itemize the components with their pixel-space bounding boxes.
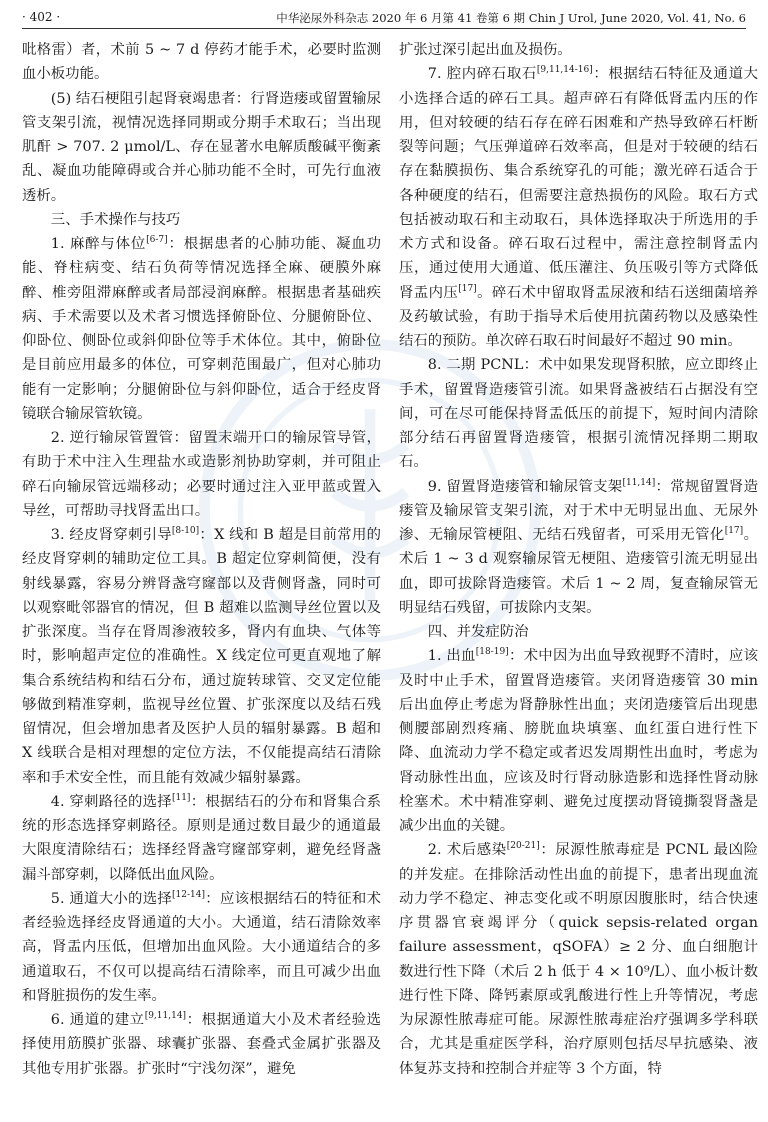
citation-ref: [8-10] <box>171 526 200 537</box>
paragraph-text: ：根据通道大小及术者经验选择使用筋膜扩张器、球囊扩张器、套叠式金属扩张器及其他专用扩张器。扩张时“宁浅勿深”，避免 <box>22 1012 381 1077</box>
paragraph <box>22 790 381 887</box>
paragraph-text: ：应该根据结石的特征和术者经验选择经皮肾通道的大小。大通道，结石清除效率高，肾盂内压低，但增加出血风险。大小通道结合的多通道取石，不仅可以提高结石清除率，而且可减少出血和肾脏损伤的发生率。 <box>22 890 381 1004</box>
paragraph-text: 2. 逆行输尿管置管：留置末端开口的输尿管导管，有助于术中注入生理盐水或造影剂协助穿刺，并可阻止碎石向输尿管远端移动；必要时通过注入亚甲蓝或置入导丝，可帮助寻找肾盂出口。 <box>22 430 381 519</box>
paragraph-text: ：X 线和 B 超是目前常用的经皮肾穿刺的辅助定位工具。B 超定位穿刺简便，没有射线暴露，容易分辨肾盏穹窿部以及背侧肾盏，同时可以观察毗邻器官的情况，但 B 超难以监测导丝位置以及扩张深度。当存在肾周渗液较多，肾内有血块、气体等时，影响超声定位的准确性。X 线定位可更直观地了解集合系统结构和结石分布，通过旋转球管、交叉定位能够做到精准穿刺，监视导丝位置、扩张深度以及结石残留情况，但会增加患者及医护人员的辐射暴露。B 超和 X 线联合是相对理想的定位方法，不仅能提高结石清除率和手术安全性，而且能有效减少辐射暴露。 <box>22 527 381 786</box>
paragraph-text: 3. 经皮肾穿刺引导 <box>50 527 172 543</box>
paragraph-text: 四、并发症防治 <box>427 624 529 640</box>
paragraph-text: 1. 麻醉与体位 <box>50 236 147 252</box>
paragraph <box>22 1008 381 1081</box>
paragraph-text: ：根据患者的心肺功能、凝血功能、脊柱病变、结石负荷等情况选择全麻、硬膜外麻醉、椎旁阻滞麻醉或者局部浸润麻醉。根据患者基础疾病、手术需要以及术者习惯选择俯卧位、分腿俯卧位、仰卧位、侧卧位或斜仰卧位等手术体位。其中，俯卧位是目前应用最多的体位，可穿刺范围最广，但对心肺功能有一定影响；分腿俯卧位与斜仰卧位，适合于经皮肾镜联合输尿管软镜。 <box>22 236 381 422</box>
running-header <box>22 6 746 29</box>
citation-ref: [20-21] <box>506 841 540 852</box>
citation-ref: [17] <box>724 526 744 537</box>
paragraph-text: 。术后 1 ~ 3 d 观察输尿管无梗阻、造瘘管引流无明显出血，即可拔除肾造瘘管。术后 1 ~ 2 周，复查输尿管无明显结石残留，可拔除内支架。 <box>399 527 758 616</box>
paragraph-text: ：根据结石的分布和肾集合系统的形态选择穿刺路径。原则是通过数目最少的通道最大限度清除结石；选择经肾盏穹窿部穿刺，避免经肾盏漏斗部穿刺，以降低出血风险。 <box>22 793 381 883</box>
citation-ref: [18-19] <box>475 647 509 658</box>
left-column <box>22 38 381 1081</box>
citation-ref: [11,14] <box>622 477 656 488</box>
paragraph-text: 8. 二期 PCNL：术中如果发现肾积脓，应立即终止手术，留置肾造瘘管引流。如果肾盏被结石占据没有空间，可在尽可能保持肾盂低压的前提下，短时间内清除部分结石再留置肾造瘘管，根据引流情况择期二期取石。 <box>399 357 758 471</box>
paragraph-text: 5. 通道大小的选择 <box>50 890 173 907</box>
citation-ref: [17] <box>458 283 477 294</box>
citation-ref: [9,11,14-16] <box>536 65 593 76</box>
paragraph-text: ：术中因为出血导致视野不清时，应该及时中止手术，留置肾造瘘管。夹闭肾造瘘管 30 min 后出血停止考虑为肾静脉性出血；夹闭造瘘管后出现患侧腰部剧烈疼痛、膀胱血块填塞、血红蛋白进行性下降、血流动力学不稳定或者迟发周期性出血时，考虑为肾动脉性出血，应该及时行肾动脉造影和选择性肾动脉栓塞术。术中精准穿刺、避免过度摆动肾镜撕裂肾盏是减少出血的关键。 <box>399 648 758 834</box>
paragraph-text: 2. 术后感染 <box>427 842 507 859</box>
paragraph-text: 7. 腔内碎石取石 <box>427 66 537 83</box>
paragraph-text: 三、手术操作与技巧 <box>50 211 181 228</box>
paragraph-text: 吡格雷）者，术前 5 ~ 7 d 停药才能手术，必要时监测血小板功能。 <box>22 42 381 83</box>
paragraph <box>399 838 758 1081</box>
page-number: · 402 · <box>22 10 61 24</box>
paragraph-text: ：尿源性脓毒症是 PCNL 最凶险的并发症。在排除活动性出血的前提下，患者出现血流动力学不稳定、神志变化或不明原因腹胀时，结合快速序贯器官衰竭评分（quick sepsis-related organ failure assessment，qSOFA）≥ 2 分、血白细胞计数进行性下降（术后 2 h 低于 4 × 10⁹/L）、血小板计数进行性下降、降钙素原或乳酸进行性上升等情况，考虑为尿源性脓毒症可能。尿源性脓毒症治疗强调多学科联合，尤其是重症医学科，治疗原则包括尽早抗感染、液体复苏支持和控制合并症等 3 个方面，特 <box>399 842 758 1077</box>
paragraph-text: 6. 通道的建立 <box>50 1012 145 1028</box>
paragraph-text: 扩张过深引起出血及损伤。 <box>399 42 572 58</box>
citation-ref: [9,11,14] <box>144 1011 187 1022</box>
paragraph <box>22 38 381 87</box>
section-heading <box>399 620 758 644</box>
paragraph <box>22 232 381 426</box>
paragraph <box>22 426 381 523</box>
paragraph <box>22 87 381 208</box>
journal-citation: 中华泌尿外科杂志 2020 年 6 月第 41 卷第 6 期 Chin J Urol, June 2020, Vol. 41, No. 6 <box>276 11 746 25</box>
paragraph-text: 。碎石术中留取肾盂尿液和结石送细菌培养及药敏试验，有助于指导术后使用抗菌药物以及感染性结石的预防。单次碎石取石时间最好不超过 90 min。 <box>399 284 758 349</box>
citation-ref: [12-14] <box>172 889 205 900</box>
paragraph-text: 4. 穿刺路径的选择 <box>50 793 172 810</box>
paragraph <box>22 523 381 790</box>
paragraph <box>399 353 758 474</box>
paragraph <box>399 644 758 838</box>
paragraph-text: ：根据结石特征及通道大小选择合适的碎石工具。超声碎石有降低肾盂内压的作用，但对较硬的结石存在碎石困难和产热导致碎石杆断裂等问题；气压弹道碎石效率高，但是对于较硬的结石存在黏膜损伤、集合系统穿孔的可能；激光碎石适合于各种硬度的结石，但需要注意热损伤的风险。取石方式包括被动取石和主动取石，具体选择取决于所选用的手术方式和设备。碎石取石过程中，需注意控制肾盂内压，通过使用大通道、低压灌注、负压吸引等方式降低肾盂内压 <box>399 66 758 301</box>
citation-ref: [6-7] <box>146 235 168 246</box>
paragraph <box>399 475 758 621</box>
paragraph <box>399 38 758 62</box>
paragraph-text: ：常规留置肾造瘘管及输尿管支架引流，对于术中无明显出血、无尿外渗、无输尿管梗阻、无结石残留者，可采用无管化 <box>399 478 758 543</box>
paragraph-text: 1. 出血 <box>427 648 476 665</box>
paragraph <box>399 62 758 353</box>
paragraph-text: (5) 结石梗阻引起肾衰竭患者：行肾造瘘或留置输尿管支架引流，视情况选择同期或分期手术取石；当出现肌酐 > 707. 2 μmol/L、存在显著水电解质酸碱平衡紊乱、凝血功能障碍或合并心肺功能不全时，可先行血液透析。 <box>22 90 381 204</box>
paragraph <box>22 887 381 1008</box>
paragraph-text: 9. 留置肾造瘘管和输尿管支架 <box>427 478 623 495</box>
section-heading <box>22 208 381 232</box>
right-column <box>399 38 758 1081</box>
citation-ref: [11] <box>171 792 191 803</box>
